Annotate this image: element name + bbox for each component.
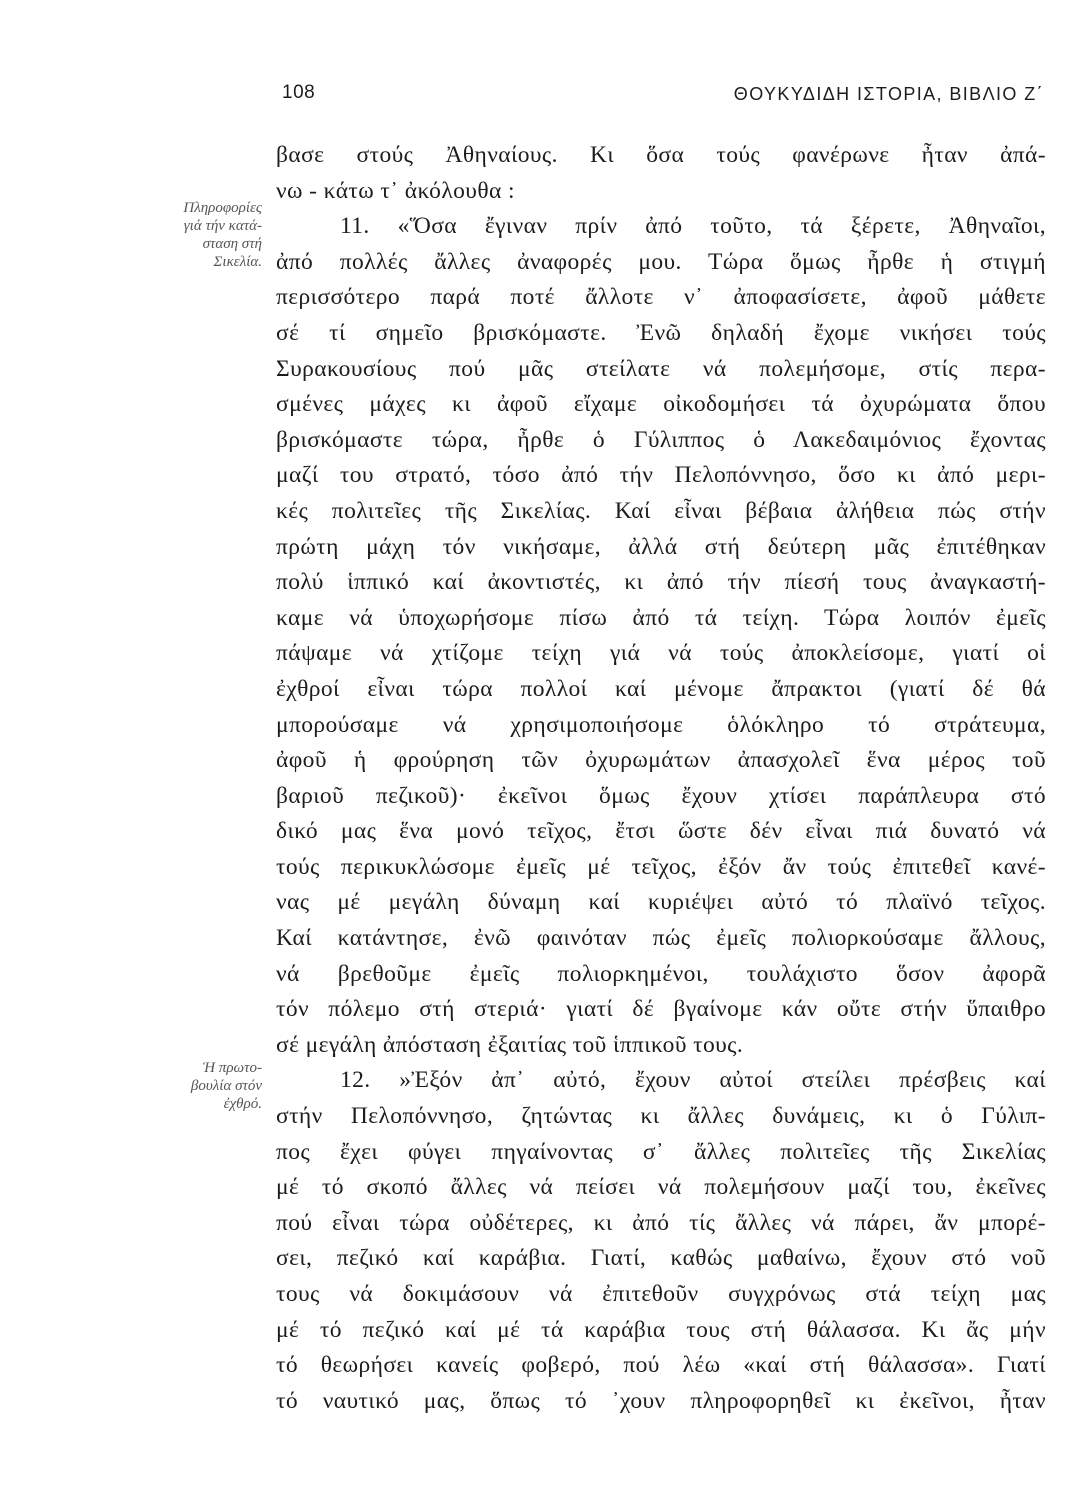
text-line: σει, πεζικό καί καράβια. Γιατί, καθώς μαθαίνω, ἔχουν στό νοῦ — [276, 1245, 1046, 1272]
page-number: 108 — [282, 82, 316, 103]
text-line: περισσότερο παρά ποτέ ἄλλοτε ν᾽ ἀποφασίσετε, ἀφοῦ μάθετε — [276, 284, 1046, 311]
text-line: ἀπό πολλές ἄλλες ἀναφορές μου. Τώρα ὅμως ἦρθε ἡ στιγμή — [276, 248, 1046, 275]
text-line: τους νά δοκιμάσουν νά ἐπιτεθοῦν συγχρόνως στά τείχη μας — [276, 1281, 1046, 1307]
text-line: βασε στούς Ἀθηναίους. Κι ὅσα τούς φανέρωνε ἦταν ἀπά- — [276, 142, 1046, 168]
text-line: ἀφοῦ ἡ φρούρηση τῶν ὀχυρωμάτων ἀπασχολεῖ ἕνα μέρος τοῦ — [276, 747, 1046, 774]
text-line: δικό μας ἕνα μονό τεῖχος, ἔτσι ὥστε δέν εἶναι πιά δυνατό νά — [276, 818, 1046, 845]
text-line: βαριοῦ πεζικοῦ)· ἐκεῖνοι ὅμως ἔχουν χτίσει παράπλευρα στό — [276, 782, 1046, 809]
text-line: νω - κάτω τ᾽ ἀκόλουθα : — [276, 177, 515, 204]
text-line: Καί κατάντησε, ἐνῶ φαινόταν πώς ἐμεῖς πολιορκούσαμε ἄλλους, — [276, 925, 1046, 952]
text-line: μέ τό πεζικό καί μέ τά καράβια τους στή θάλασσα. Κι ἄς μήν — [276, 1316, 1046, 1343]
text-line: νας μέ μεγάλη δύναμη καί κυριέψει αὐτό τό πλαϊνό τεῖχος. — [276, 889, 1046, 916]
margin-note-line: βουλία στόν — [190, 1078, 262, 1094]
paragraph-12-start: 12. »Ἐξόν ἀπ᾽ αὐτό, ἔχουν αὐτοί στείλει πρέσβεις καί — [340, 1067, 1046, 1094]
margin-note — [130, 199, 262, 271]
text-line: τούς περικυκλώσομε ἐμεῖς μέ τεῖχος, ἐξόν ἄν τούς ἐπιτεθεῖ κανέ- — [276, 853, 1046, 880]
text-line: κές πολιτεῖες τῆς Σικελίας. Καί εἶναι βέβαια ἀλήθεια πώς στήν — [276, 497, 1046, 524]
text-line: βρισκόμαστε τώρα, ἦρθε ὁ Γύλιππος ὁ Λακεδαιμόνιος ἔχοντας — [276, 426, 1046, 453]
text-line: τόν πόλεμο στή στεριά· γιατί δέ βγαίνομε κάν οὔτε στήν ὕπαιθρο — [276, 996, 1046, 1023]
text-line: σέ μεγάλη ἀπόσταση ἐξαιτίας τοῦ ἱππικοῦ τους. — [276, 1031, 744, 1058]
margin-note-line: σταση στή — [202, 236, 262, 252]
text-line: ἐχθροί εἶναι τώρα πολλοί καί μένομε ἄπρακτοι (γιατί δέ θά — [276, 675, 1046, 702]
margin-note-line: Πληροφορίες — [183, 200, 262, 216]
text-line: καμε νά ὑποχωρήσομε πίσω ἀπό τά τείχη. Τώρα λοιπόν ἐμεῖς — [276, 604, 1046, 631]
margin-note-line: γιά τήν κατά- — [183, 218, 262, 234]
text-line: σέ τί σημεῖο βρισκόμαστε. Ἐνῶ δηλαδή ἔχομε νικήσει τούς — [276, 319, 1046, 346]
text-line: πολύ ἱππικό καί ἀκοντιστές, κι ἀπό τήν πίεσή τους ἀναγκαστή- — [276, 569, 1046, 596]
text-line: μαζί του στρατό, τόσο ἀπό τήν Πελοπόννησο, ὅσο κι ἀπό μερι- — [276, 462, 1046, 489]
running-header — [282, 82, 1044, 116]
body-text — [276, 138, 1046, 1419]
text-line: τό ναυτικό μας, ὅπως τό ᾽χουν πληροφορηθεῖ κι ἐκεῖνοι, ἦταν — [276, 1387, 1046, 1414]
text-line: τό θεωρήσει κανείς φοβερό, πού λέω «καί στή θάλασσα». Γιατί — [276, 1352, 1046, 1379]
text-line: νά βρεθοῦμε ἐμεῖς πολιορκημένοι, τουλάχιστο ὅσον ἀφορᾶ — [276, 960, 1046, 987]
margin-note-line: Σικελία. — [213, 254, 262, 270]
text-line: πρώτη μάχη τόν νικήσαμε, ἀλλά στή δεύτερη μᾶς ἐπιτέθηκαν — [276, 533, 1046, 560]
margin-note-line: ἐχθρό. — [223, 1096, 262, 1112]
text-line: μέ τό σκοπό ἄλλες νά πείσει νά πολεμήσουν μαζί του, ἐκεῖνες — [276, 1174, 1046, 1201]
text-line: Συρακουσίους πού μᾶς στείλατε νά πολεμήσομε, στίς περα- — [276, 355, 1046, 382]
running-title: ΘΟΥΚΥΔΙΔΗ ΙΣΤΟΡΙΑ, ΒΙΒΛΙΟ Ζ΄ — [733, 84, 1044, 104]
text-line: πος ἔχει φύγει πηγαίνοντας σ᾽ ἄλλες πολιτεῖες τῆς Σικελίας — [276, 1138, 1046, 1165]
text-line: σμένες μάχες κι ἀφοῦ εἴχαμε οἰκοδομήσει τά ὀχυρώματα ὅπου — [276, 391, 1046, 418]
text-line: πάψαμε νά χτίζομε τείχη γιά νά τούς ἀποκλείσομε, γιατί οἱ — [276, 640, 1046, 667]
margin-note — [130, 1059, 262, 1113]
text-line: μπορούσαμε νά χρησιμοποιήσομε ὁλόκληρο τό στράτευμα, — [276, 711, 1046, 738]
text-line: στήν Πελοπόννησο, ζητώντας κι ἄλλες δυνάμεις, κι ὁ Γύλιπ- — [276, 1103, 1046, 1130]
text-line: πού εἶναι τώρα οὐδέτερες, κι ἀπό τίς ἄλλες νά πάρει, ἄν μπορέ- — [276, 1209, 1046, 1236]
paragraph-11-start: 11. «Ὅσα ἔγιναν πρίν ἀπό τοῦτο, τά ξέρετε, Ἀθηναῖοι, — [340, 213, 1046, 240]
margin-note-line: Ἡ πρωτο- — [202, 1060, 262, 1076]
